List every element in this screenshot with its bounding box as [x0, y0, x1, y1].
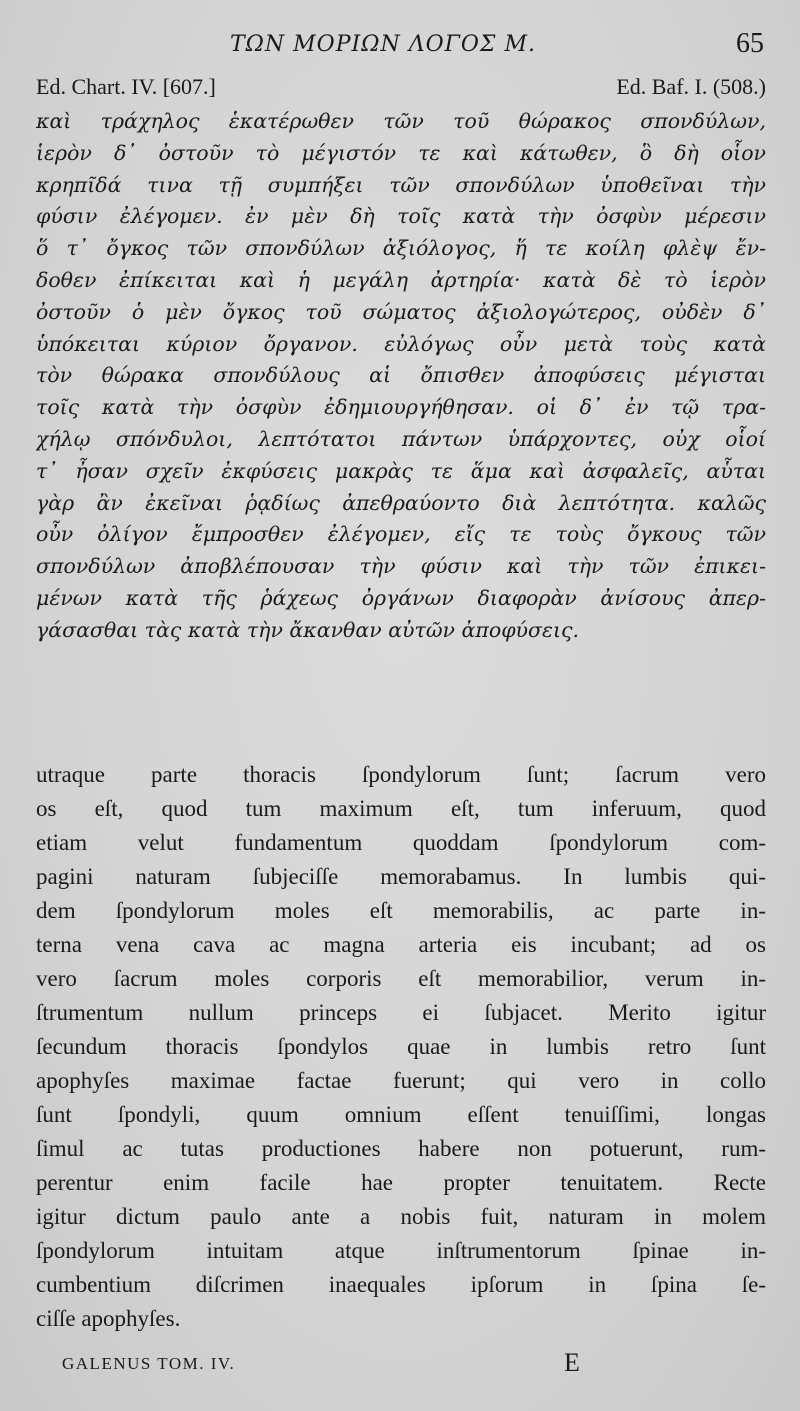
latin-text-line: pagini naturam ſubjeciſſe memorabamus. In lumbis qui- [36, 864, 766, 889]
latin-text-line: ſtrumentum nullum princeps ei ſubjacet. Merito igitur [36, 1000, 766, 1025]
greek-text-line: ὀστοῦν ὁ μὲν ὄγκος τοῦ σώματος ἀξιολογώτερος, οὐδὲν δ᾽ [36, 299, 766, 324]
greek-text-line: καὶ τράχηλος ἑκατέρωθεν τῶν τοῦ θώρακος σπονδύλων, [36, 109, 766, 133]
edition-reference-line [36, 74, 766, 104]
running-head [0, 28, 800, 62]
greek-text-line: φύσιν ἐλέγομεν. ἐν μὲν δὴ τοῖς κατὰ τὴν ὀσφὺν μέρεσιν [36, 204, 766, 229]
greek-text-line: οὖν ὀλίγον ἔμπροσθεν ἐλέγομεν, εἴς τε τοὺς ὄγκους τῶν [36, 522, 766, 547]
gathering-mark: E [564, 1348, 580, 1377]
volume-signature: GALENUS TOM. IV. [62, 1354, 236, 1373]
edition-reference-basel: Ed. Baf. I. (508.) [616, 74, 766, 99]
latin-text-line: apophyſes maximae factae fuerunt; qui vero in collo [36, 1068, 766, 1093]
latin-text-line: utraque parte thoracis ſpondylorum ſunt; ſacrum vero [36, 762, 766, 787]
latin-text-line: dem ſpondylorum moles eſt memorabilis, ac parte in- [36, 898, 766, 923]
greek-text-line: χήλῳ σπόνδυλοι, λεπτότατοι πάντων ὑπάρχοντες, οὐχ οἷοί [36, 426, 766, 451]
running-title: ΤΩΝ ΜΟΡΙΩΝ ΛΟΓΟΣ Μ. [230, 32, 536, 57]
latin-text-line: ſpondylorum intuitam atque inſtrumentorum ſpinae in- [36, 1238, 766, 1263]
latin-text-line: ſunt ſpondyli, quum omnium eſſent tenuiſſimi, longas [36, 1102, 766, 1127]
latin-text-line: ſimul ac tutas productiones habere non potuerunt, rum- [36, 1136, 766, 1161]
latin-text-line: igitur dictum paulo ante a nobis fuit, naturam in molem [36, 1204, 766, 1229]
greek-text-line: σπονδύλων ἀποβλέπουσαν τὴν φύσιν καὶ τὴν τῶν ἐπικει- [36, 554, 766, 579]
latin-text-line: terna vena cava ac magna arteria eis incubant; ad os [36, 932, 766, 957]
latin-text-block [36, 758, 766, 1336]
latin-text-line: vero ſacrum moles corporis eſt memorabilior, verum in- [36, 966, 766, 991]
edition-reference-chartier: Ed. Chart. IV. [607.] [36, 74, 216, 99]
latin-text-line: os eſt, quod tum maximum eſt, tum inferuum, quod [36, 796, 766, 821]
greek-text-line: κρηπῖδά τινα τῇ συμπήξει τῶν σπονδύλων ὑποθεῖναι τὴν [36, 172, 766, 197]
greek-text-line: δοθεν ἐπίκειται καὶ ἡ μεγάλη ἀρτηρία· κατὰ δὲ τὸ ἱερὸν [36, 267, 766, 292]
greek-text-block [36, 106, 766, 647]
page-footer [62, 1348, 622, 1382]
latin-text-line: cumbentium diſcrimen inaequales ipſorum in ſpina ſe- [36, 1272, 766, 1297]
page-number: 65 [736, 28, 764, 59]
greek-text-line: γὰρ ἂν ἐκεῖναι ῥᾳδίως ἀπεθραύοντο διὰ λεπτότητα. καλῶς [36, 490, 766, 515]
latin-text-line: ciſſe apophyſes. [36, 1306, 181, 1331]
greek-text-line: ὑπόκειται κύριον ὄργανον. εὐλόγως οὖν μετὰ τοὺς κατὰ [36, 331, 766, 356]
latin-text-line: ſecundum thoracis ſpondylos quae in lumbis retro ſunt [36, 1034, 766, 1059]
greek-text-line: ἱερὸν δ᾽ ὀστοῦν τὸ μέγιστόν τε καὶ κάτωθεν, ὃ δὴ οἷον [36, 140, 766, 165]
greek-text-line: ὅ τ᾽ ὄγκος τῶν σπονδύλων ἀξιόλογος, ἥ τε κοίλη φλὲψ ἔν- [36, 236, 766, 261]
latin-text-line: perentur enim facile hae propter tenuitatem. Recte [36, 1170, 766, 1195]
greek-text-line: τοῖς κατὰ τὴν ὀσφὺν ἐδημιουργήθησαν. οἱ δ᾽ ἐν τῷ τρα- [36, 395, 766, 420]
greek-text-line: μένων κατὰ τῆς ῥάχεως ὀργάνων διαφορὰν ἀνίσους ἀπερ- [36, 585, 766, 610]
greek-text-line: γάσασθαι τὰς κατὰ τὴν ἄκανθαν αὐτῶν ἀποφύσεις. [36, 617, 580, 642]
latin-text-line: etiam velut fundamentum quoddam ſpondylorum com- [36, 830, 766, 855]
greek-text-line: τ᾽ ἦσαν σχεῖν ἐκφύσεις μακρὰς τε ἅμα καὶ ἀσφαλεῖς, αὗται [36, 458, 766, 483]
greek-text-line: τὸν θώρακα σπονδύλους αἱ ὄπισθεν ἀποφύσεις μέγισται [36, 363, 766, 388]
